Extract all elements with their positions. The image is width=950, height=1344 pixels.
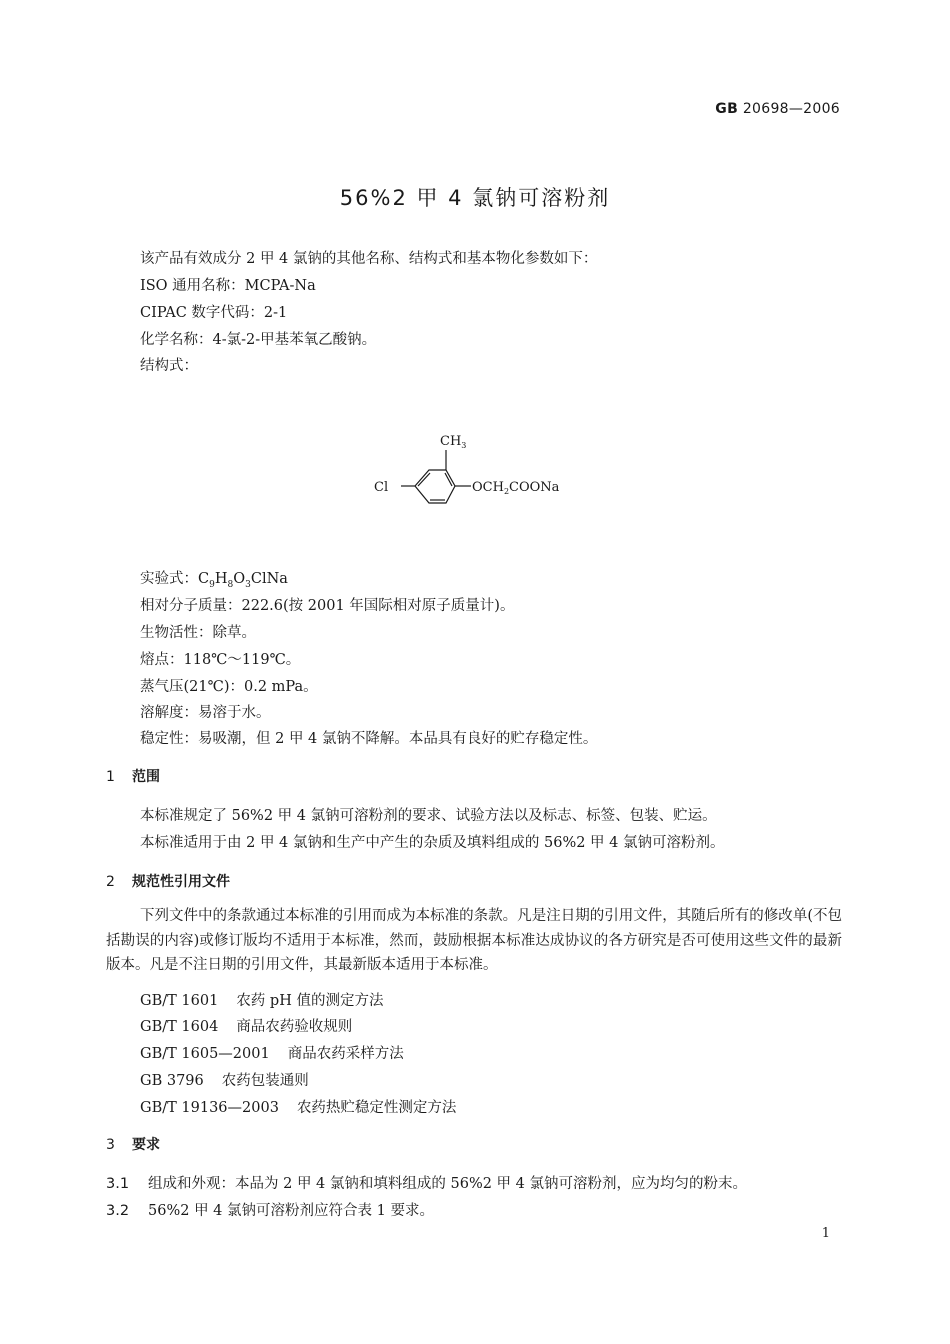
solubility: 溶解度：易溶于水。: [140, 705, 271, 721]
section-3-heading: [106, 1134, 160, 1154]
iso-name: ISO 通用名称：MCPA-Na: [140, 278, 316, 294]
clause-text: 56%2 甲 4 氯钠可溶粉剂应符合表 1 要求。: [148, 1203, 434, 1219]
reference-name: 农药包装通则: [221, 1073, 309, 1089]
clause-text: 组成和外观：本品为 2 甲 4 氯钠和填料组成的 56%2 甲 4 氯钠可溶粉剂，应为均匀的粉末。: [148, 1176, 747, 1192]
section-title: 范围: [132, 769, 160, 785]
reference-item: [140, 1069, 309, 1090]
methyl-group: $CH_3$: [440, 434, 467, 450]
reference-item: [140, 1042, 404, 1063]
section-number: 2: [106, 874, 115, 890]
reference-name: 商品农药采样方法: [287, 1046, 404, 1062]
section-number: 3: [106, 1137, 115, 1153]
reference-name: 农药 pH 值的测定方法: [236, 993, 384, 1009]
reference-code: GB 3796: [140, 1073, 204, 1089]
vapor-pressure: 蒸气压(21℃)：0.2 mPa。: [140, 679, 318, 695]
oxyacetate-group: $OCH_2COONa$: [472, 480, 560, 496]
section-1-heading: [106, 766, 160, 786]
reference-code: GB/T 19136—2003: [140, 1100, 279, 1116]
benzene-ring: [401, 450, 471, 503]
structure-label: 结构式：: [140, 358, 198, 374]
section-title: 规范性引用文件: [132, 874, 230, 890]
clause-3-2: [106, 1199, 434, 1220]
section-2-heading: [106, 871, 230, 891]
normative-references-paragraph: 下列文件中的条款通过本标准的引用而成为本标准的条款。凡是注日期的引用文件，其随后所有的修改单(不包括勘误的内容)或修订版均不适用于本标准，然而，鼓励根据本标准达成协议的各方研究是否可使用这些文件的最新版本。凡是不注日期的引用文件，其最新版本适用于本标准。: [106, 908, 842, 973]
melting-point: 熔点：118℃～119℃。: [140, 652, 301, 668]
structural-formula: [368, 425, 598, 525]
section-number: 1: [106, 769, 115, 785]
standard-code: 20698—2006: [742, 101, 840, 117]
standard-prefix: GB: [715, 101, 739, 117]
reference-name: 农药热贮稳定性测定方法: [296, 1100, 457, 1116]
reference-code: GB/T 1604: [140, 1019, 219, 1035]
reference-item: [140, 1096, 456, 1117]
empirical-formula: 实验式：$C_9H_8O_3ClNa$: [140, 571, 288, 590]
reference-code: GB/T 1605—2001: [140, 1046, 270, 1062]
scope-paragraph-1: 本标准规定了 56%2 甲 4 氯钠可溶粉剂的要求、试验方法以及标志、标签、包装、贮运。: [140, 808, 717, 824]
cipac-code: CIPAC 数字代码：2-1: [140, 305, 288, 321]
stability: 稳定性：易吸潮，但 2 甲 4 氯钠不降解。本品具有良好的贮存稳定性。: [140, 731, 598, 747]
reference-item: [140, 989, 383, 1010]
intro-lead: 该产品有效成分 2 甲 4 氯钠的其他名称、结构式和基本物化参数如下：: [140, 251, 598, 267]
reference-code: GB/T 1601: [140, 993, 219, 1009]
molecular-mass: 相对分子质量：222.6(按 2001 年国际相对原子质量计)。: [140, 598, 515, 614]
chemical-name: 化学名称：4-氯-2-甲基苯氧乙酸钠。: [140, 332, 377, 348]
page-title: 56%2 甲 4 氯钠可溶粉剂: [339, 186, 611, 210]
standard-number: [715, 101, 840, 117]
clause-number: 3.2: [106, 1203, 130, 1219]
reference-item: [140, 1015, 352, 1036]
biological-activity: 生物活性：除草。: [140, 625, 256, 641]
scope-paragraph-2: 本标准适用于由 2 甲 4 氯钠和生产中产生的杂质及填料组成的 56%2 甲 4 氯钠可溶粉剂。: [140, 835, 725, 851]
page-number: 1: [821, 1226, 830, 1241]
section-title: 要求: [132, 1137, 160, 1153]
clause-3-1: [106, 1172, 747, 1193]
clause-number: 3.1: [106, 1176, 130, 1192]
chloro-group: Cl: [374, 480, 389, 495]
reference-name: 商品农药验收规则: [236, 1019, 353, 1035]
